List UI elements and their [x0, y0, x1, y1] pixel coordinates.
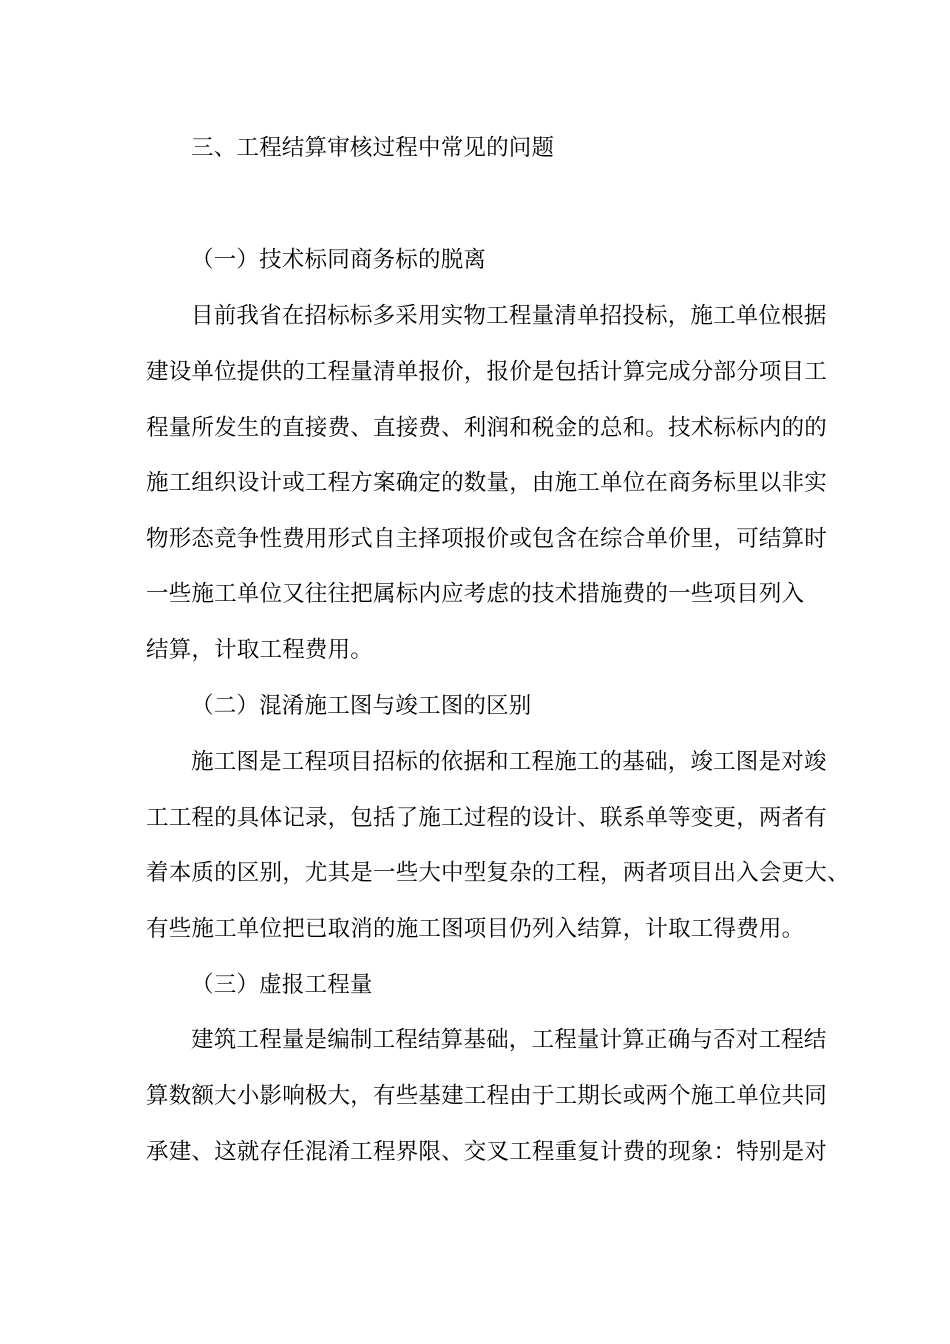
paragraph-line: 有些施工单位把已取消的施工图项目仍列入结算，计取工得费用。: [146, 916, 805, 942]
paragraph-line: 承建、这就存任混淆工程界限、交叉工程重复计费的现象：特别是对: [146, 1139, 828, 1165]
paragraph-line: 着本质的区别，尤其是一些大中型复杂的工程，两者项目出入会更大、: [146, 860, 850, 886]
subsection-heading-1: （一）技术标同商务标的脱离: [191, 247, 487, 273]
paragraph-line: 物形态竞争性费用形式自主择项报价或包含在综合单价里，可结算时: [146, 526, 828, 552]
paragraph-line: 施工组织设计或工程方案确定的数量，由施工单位在商务标里以非实: [146, 470, 828, 496]
subsection-heading-2: （二）混淆施工图与竣工图的区别: [191, 693, 532, 719]
paragraph-line: 算数额大小影响极大，有些基建工程由于工期长或两个施工单位共同: [146, 1083, 828, 1109]
paragraph-line: 工工程的具体记录，包括了施工过程的设计、联系单等变更，两者有: [146, 805, 828, 831]
paragraph-line: 目前我省在招标标多采用实物工程量清单招投标，施工单位根据: [191, 303, 827, 329]
paragraph-line: 建设单位提供的工程量清单报价，报价是包括计算完成分部分项目工: [146, 359, 828, 385]
paragraph-line: 结算，计取工程费用。: [146, 637, 374, 663]
paragraph-line: 一些施工单位又往往把属标内应考虑的技术措施费的一些项目列入: [146, 581, 805, 607]
paragraph-line: 建筑工程量是编制工程结算基础，工程量计算正确与否对工程结: [191, 1027, 827, 1053]
paragraph-line: 施工图是工程项目招标的依据和工程施工的基础，竣工图是对竣: [191, 749, 827, 775]
section-title: 三、工程结算审核过程中常见的问题: [191, 135, 555, 161]
paragraph-line: 程量所发生的直接费、直接费、利润和税金的总和。技术标标内的的: [146, 415, 828, 441]
subsection-heading-3: （三）虚报工程量: [191, 972, 373, 998]
